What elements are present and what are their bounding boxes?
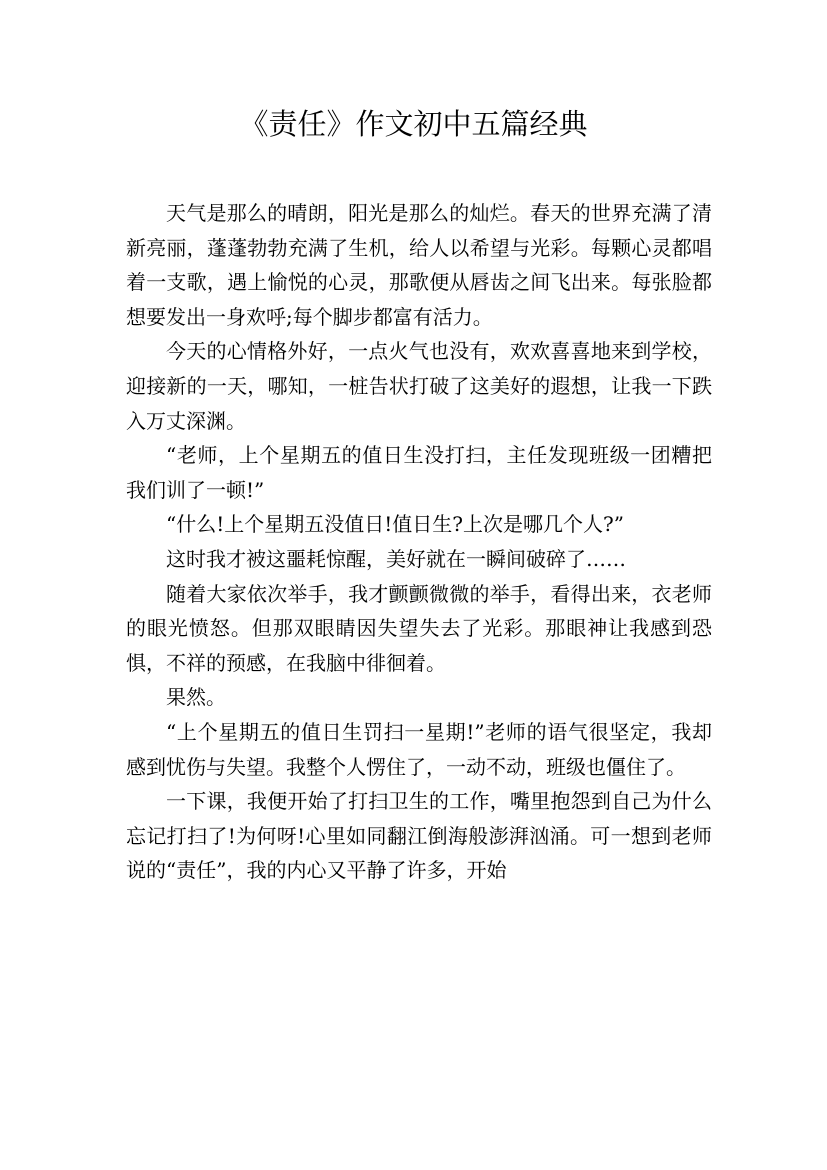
paragraph-3: “老师，上个星期五的值日生没打扫，主任发现班级一团糟把我们训了一顿!” (126, 443, 712, 502)
paragraph-1: 天气是那么的晴朗，阳光是那么的灿烂。春天的世界充满了清新亮丽，蓬蓬勃勃充满了生机，给人以希望与光彩。每颗心灵都唱着一支歌，遇上愉悦的心灵，那歌便从唇齿之间飞出来。每张脸都想要发出一身欢呼;每个脚步都富有活力。 (126, 201, 712, 329)
paragraph-6: 随着大家依次举手，我才颤颤微微的举手，看得出来，衣老师的眼光愤怒。但那双眼睛因失望失去了光彩。那眼神让我感到恐惧，不祥的预感，在我脑中徘徊着。 (126, 581, 712, 675)
paragraph-8: “上个星期五的值日生罚扫一星期!”老师的语气很坚定，我却感到忧伤与失望。我整个人愣住了，一动不动，班级也僵住了。 (126, 719, 712, 779)
paragraph-9: 一下课，我便开始了打扫卫生的工作，嘴里抱怨到自己为什么忘记打扫了!为何呀!心里如同翻江倒海般澎湃汹涌。可一想到老师说的“责任”，我的内心又平静了许多，开始 (126, 789, 712, 883)
paragraph-7: 果然。 (166, 685, 226, 710)
paragraph-2: 今天的心情格外好，一点火气也没有，欢欢喜喜地来到学校，迎接新的一天，哪知，一桩告状打破了这美好的遐想，让我一下跌入万丈深渊。 (126, 339, 712, 433)
document-title: 《责任》作文初中五篇经典 (239, 107, 588, 141)
paragraph-4: “什么!上个星期五没值日!值日生?上次是哪几个人?” (166, 512, 624, 537)
document-body (126, 196, 712, 888)
paragraph-5: 这时我才被这噩耗惊醒，美好就在一瞬间破碎了…… (166, 546, 626, 571)
